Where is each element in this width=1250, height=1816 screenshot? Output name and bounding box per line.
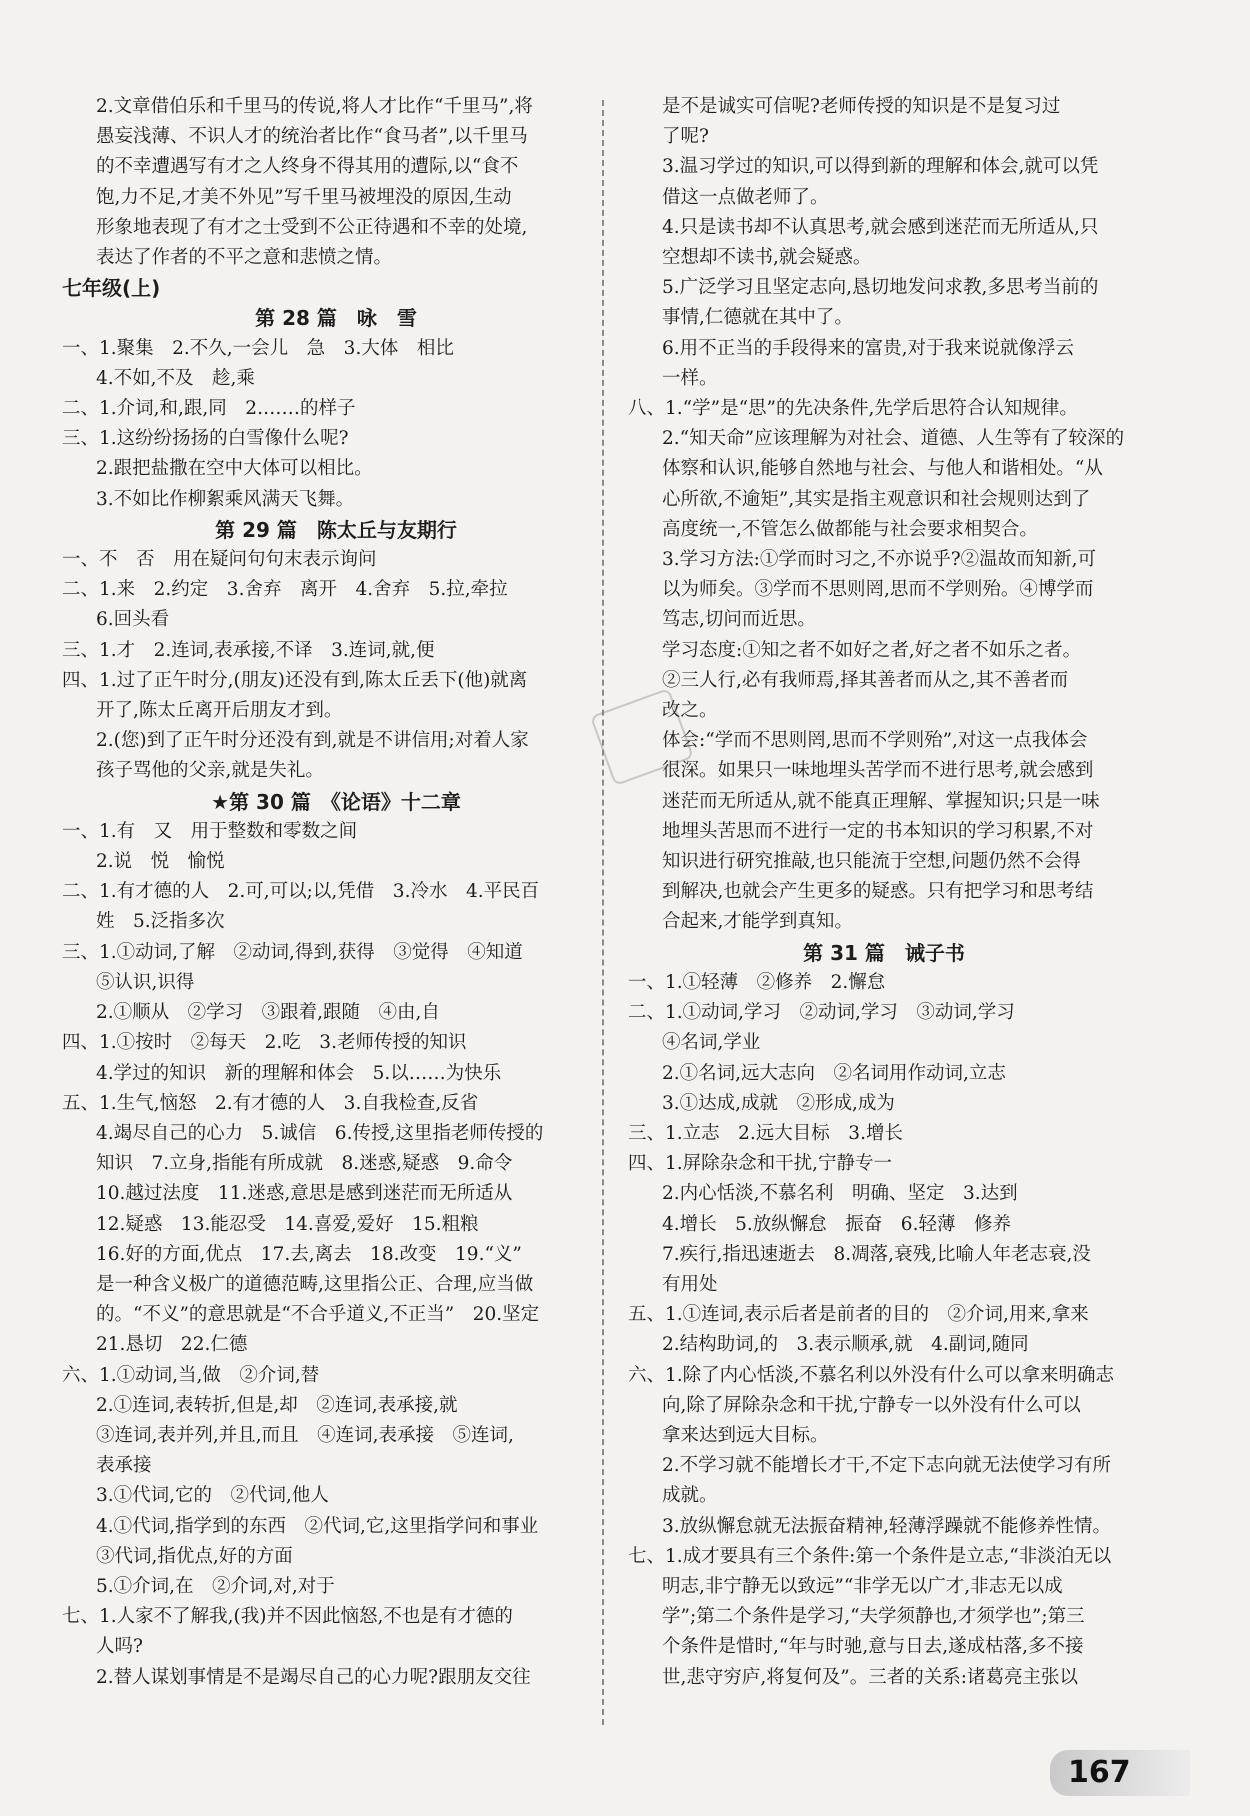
answer-line: 2.文章借伯乐和千里马的传说,将人才比作“千里马”,将 bbox=[96, 96, 533, 117]
answer-line: 二、1.①动词,学习 ②动词,学习 ③动词,学习 bbox=[628, 1002, 1015, 1024]
answer-line: 七、1.人家不了解我,(我)并不因此恼怒,不也是有才德的 bbox=[62, 1606, 513, 1628]
answer-line: 5.①介词,在 ②介词,对,对于 bbox=[96, 1575, 335, 1597]
page-number: 167 bbox=[1050, 1750, 1190, 1796]
answer-line: 开了,陈太丘离开后朋友才到。 bbox=[96, 700, 343, 722]
answer-line: 事情,仁德就在其中了。 bbox=[662, 307, 853, 329]
section-heading: ★第 30 篇 《论语》十二章 bbox=[211, 789, 461, 814]
answer-line: 五、1.生气,恼怒 2.有才德的人 3.自我检查,反省 bbox=[62, 1092, 479, 1114]
answer-line: 愚妄浅薄、不识人才的统治者比作“食马者”,以千里马 bbox=[96, 126, 528, 148]
answer-line: ②三人行,必有我师焉,择其善者而从之,其不善者而 bbox=[662, 669, 1069, 691]
answer-line: 空想却不读书,就会疑惑。 bbox=[662, 247, 872, 269]
answer-line: 二、1.来 2.约定 3.舍弃 离开 4.舍弃 5.拉,牵拉 bbox=[62, 579, 508, 601]
answer-line: 表承接 bbox=[96, 1455, 152, 1477]
answer-line: 3.①达成,成就 ②形成,成为 bbox=[662, 1092, 895, 1114]
answer-line: 三、1.①动词,了解 ②动词,得到,获得 ③觉得 ④知道 bbox=[62, 941, 523, 963]
answer-line: 3.不如比作柳絮乘风满天飞舞。 bbox=[96, 488, 355, 510]
answer-line: 姓 5.泛指多次 bbox=[96, 911, 225, 933]
answer-line: ④名词,学业 bbox=[662, 1032, 761, 1054]
answer-line: 是一种含义极广的道德范畴,这里指公正、合理,应当做 bbox=[96, 1273, 534, 1295]
answer-line: 7.疾行,指迅速逝去 8.凋落,衰残,比喻人年老志衰,没 bbox=[662, 1243, 1091, 1265]
answer-line: 向,除了屏除杂念和干扰,宁静专一以外没有什么可以 bbox=[662, 1394, 1081, 1416]
answer-line: 二、1.有才德的人 2.可,可以;以,凭借 3.冷水 4.平民百 bbox=[62, 881, 540, 903]
answer-line: 2.内心恬淡,不慕名利 明确、坚定 3.达到 bbox=[662, 1183, 1018, 1205]
answer-line: 2.跟把盐撒在空中大体可以相比。 bbox=[96, 458, 373, 480]
section-heading: 第 29 篇 陈太丘与友期行 bbox=[215, 517, 457, 542]
answer-line: 的。“不义”的意思就是“不合乎道义,不正当” 20.坚定 bbox=[96, 1304, 540, 1326]
answer-line: 16.好的方面,优点 17.去,离去 18.改变 19.“义” bbox=[96, 1243, 522, 1265]
answer-line: 形象地表现了有才之士受到不公正待遇和不幸的处境, bbox=[96, 216, 528, 238]
answer-line: 世,悲守穷庐,将复何及”。三者的关系:诸葛亮主张以 bbox=[662, 1666, 1078, 1688]
answer-line: 2.说 悦 愉悦 bbox=[96, 851, 225, 873]
answer-line: 孩子骂他的父亲,就是失礼。 bbox=[96, 760, 324, 782]
answer-line: 3.学习方法:①学而时习之,不亦说乎?②温故而知新,可 bbox=[662, 549, 1097, 571]
answer-line: 五、1.①连词,表示后者是前者的目的 ②介词,用来,拿来 bbox=[628, 1304, 1089, 1326]
answer-line: 21.恳切 22.仁德 bbox=[96, 1334, 248, 1356]
answer-line: 八、1.“学”是“思”的先决条件,先学后思符合认知规律。 bbox=[628, 398, 1078, 420]
answer-line: 4.①代词,指学到的东西 ②代词,它,这里指学问和事业 bbox=[96, 1515, 539, 1537]
answer-line: ③代词,指优点,好的方面 bbox=[96, 1545, 293, 1567]
answer-line: 的不幸遭遇写有才之人终身不得其用的遭际,以“食不 bbox=[96, 156, 519, 178]
answer-line: 6.回头看 bbox=[96, 609, 170, 631]
answer-line: 知识进行研究推敲,也只能流于空想,问题仍然不会得 bbox=[662, 851, 1081, 873]
answer-line: 一、1.①轻薄 ②修养 2.懈怠 bbox=[628, 971, 886, 993]
answer-line: 体察和认识,能够自然地与社会、与他人和谐相处。“从 bbox=[662, 458, 1103, 480]
answer-line: 4.学过的知识 新的理解和体会 5.以……为快乐 bbox=[96, 1062, 502, 1084]
answer-line: 六、1.除了内心恬淡,不慕名利以外没有什么可以拿来明确志 bbox=[628, 1364, 1115, 1386]
answer-line: 一、1.有 又 用于整数和零数之间 bbox=[62, 820, 358, 842]
answer-line: 四、1.①按时 ②每天 2.吃 3.老师传授的知识 bbox=[62, 1032, 467, 1054]
answer-line: 2.①连词,表转折,但是,却 ②连词,表承接,就 bbox=[96, 1394, 458, 1416]
answer-line: 笃志,切问而近思。 bbox=[662, 609, 816, 631]
answer-line: 3.温习学过的知识,可以得到新的理解和体会,就可以凭 bbox=[662, 156, 1099, 178]
answer-line: 地埋头苦思而不进行一定的书本知识的学习积累,不对 bbox=[662, 820, 1094, 842]
answer-line: 2.替人谋划事情是不是竭尽自己的心力呢?跟朋友交往 bbox=[96, 1666, 531, 1688]
answer-line: 3.放纵懈怠就无法振奋精神,轻薄浮躁就不能修养性情。 bbox=[662, 1515, 1112, 1537]
answer-line: 2.“知天命”应该理解为对社会、道德、人生等有了较深的 bbox=[662, 428, 1125, 450]
answer-line: 5.广泛学习且坚定志向,恳切地发问求教,多思考当前的 bbox=[662, 277, 1099, 299]
answer-line: 三、1.这纷纷扬扬的白雪像什么呢? bbox=[62, 428, 349, 450]
answer-line: 一、不 否 用在疑问句句末表示询问 bbox=[62, 549, 377, 571]
answer-line: 3.①代词,它的 ②代词,他人 bbox=[96, 1485, 329, 1507]
answer-line: 六、1.①动词,当,做 ②介词,替 bbox=[62, 1364, 320, 1386]
answer-line: 明志,非宁静无以致远”“非学无以广才,非志无以成 bbox=[662, 1575, 1063, 1597]
answer-line: 2.①顺从 ②学习 ③跟着,跟随 ④由,自 bbox=[96, 1002, 440, 1024]
answer-line: ③连词,表并列,并且,而且 ④连词,表承接 ⑤连词, bbox=[96, 1424, 514, 1446]
answer-line: 一、1.聚集 2.不久,一会儿 急 3.大体 相比 bbox=[62, 337, 454, 359]
section-heading: 第 28 篇 咏 雪 bbox=[255, 306, 417, 331]
answer-line: 有用处 bbox=[662, 1273, 718, 1295]
answer-line: 了呢? bbox=[662, 126, 709, 148]
answer-line: 借这一点做老师了。 bbox=[662, 186, 829, 208]
answer-line: 七、1.成才要具有三个条件:第一个条件是立志,“非淡泊无以 bbox=[628, 1545, 1112, 1567]
answer-line: 二、1.介词,和,跟,同 2.……的样子 bbox=[62, 398, 356, 420]
answer-line: 以为师矣。③学而不思则罔,思而不学则殆。④博学而 bbox=[662, 579, 1094, 601]
answer-line: 很深。如果只一味地埋头苦学而不进行思考,就会感到 bbox=[662, 760, 1094, 782]
answer-line: 改之。 bbox=[662, 700, 718, 722]
answer-line: 2.①名词,远大志向 ②名词用作动词,立志 bbox=[662, 1062, 1006, 1084]
answer-line: 知识 7.立身,指能有所成就 8.迷惑,疑惑 9.命令 bbox=[96, 1153, 513, 1175]
answer-line: 三、1.立志 2.远大目标 3.增长 bbox=[628, 1122, 903, 1144]
left-column bbox=[62, 92, 610, 1693]
answer-line: 人吗? bbox=[96, 1636, 143, 1658]
answer-line: 学”;第二个条件是学习,“夫学须静也,才须学也”;第三 bbox=[662, 1606, 1085, 1628]
answer-line: 4.只是读书却不认真思考,就会感到迷茫而无所适从,只 bbox=[662, 216, 1099, 238]
answer-line: ⑤认识,识得 bbox=[96, 971, 195, 993]
answer-line: 四、1.过了正午时分,(朋友)还没有到,陈太丘丢下(他)就离 bbox=[62, 669, 528, 691]
answer-line: 一样。 bbox=[662, 367, 718, 389]
column-divider bbox=[602, 100, 604, 1725]
answer-line: 12.疑惑 13.能忍受 14.喜爱,爱好 15.粗粮 bbox=[96, 1213, 479, 1235]
answer-line: 4.增长 5.放纵懈怠 振奋 6.轻薄 修养 bbox=[662, 1213, 1011, 1235]
answer-line: 四、1.屏除杂念和干扰,宁静专一 bbox=[628, 1153, 893, 1175]
answer-line: 是不是诚实可信呢?老师传授的知识是不是复习过 bbox=[662, 96, 1061, 117]
answer-line: 2.(您)到了正午时分还没有到,就是不讲信用;对着人家 bbox=[96, 730, 529, 752]
answer-line: 迷茫而无所适从,就不能真正理解、掌握知识;只是一味 bbox=[662, 790, 1100, 812]
answer-line: 4.不如,不及 趁,乘 bbox=[96, 367, 255, 389]
answer-line: 心所欲,不逾矩”,其实是指主观意识和社会规则达到了 bbox=[662, 488, 1091, 510]
answer-line: 成就。 bbox=[662, 1485, 718, 1507]
answer-line: 2.不学习就不能增长才干,不定下志向就无法使学习有所 bbox=[662, 1455, 1112, 1477]
answer-line: 4.竭尽自己的心力 5.诚信 6.传授,这里指老师传授的 bbox=[96, 1122, 544, 1144]
answer-line: 合起来,才能学到真知。 bbox=[662, 911, 853, 933]
answer-line: 表达了作者的不平之意和悲愤之情。 bbox=[96, 247, 393, 269]
answer-line: 体会:“学而不思则罔,思而不学则殆”,对这一点我体会 bbox=[662, 730, 1088, 752]
answer-line: 10.越过法度 11.迷惑,意思是感到迷茫而无所适从 bbox=[96, 1183, 513, 1205]
answer-line: 三、1.才 2.连词,表承接,不译 3.连词,就,便 bbox=[62, 639, 435, 661]
answer-line: 高度统一,不管怎么做都能与社会要求相契合。 bbox=[662, 518, 1038, 540]
answer-line: 个条件是惜时,“年与时驰,意与日去,遂成枯落,多不接 bbox=[662, 1636, 1084, 1658]
answer-line: 饱,力不足,才美不外见”写千里马被埋没的原因,生动 bbox=[96, 186, 512, 208]
answer-line: 2.结构助词,的 3.表示顺承,就 4.副词,随同 bbox=[662, 1334, 1029, 1356]
section-heading: 第 31 篇 诫子书 bbox=[803, 940, 965, 965]
answer-line: 到解决,也就会产生更多的疑惑。只有把学习和思考结 bbox=[662, 881, 1094, 903]
grade-heading: 七年级(上) bbox=[62, 276, 161, 301]
answer-line: 学习态度:①知之者不如好之者,好之者不如乐之者。 bbox=[662, 639, 1082, 661]
right-column bbox=[628, 92, 1140, 1693]
answer-line: 拿来达到远大目标。 bbox=[662, 1424, 829, 1446]
answer-line: 6.用不正当的手段得来的富贵,对于我来说就像浮云 bbox=[662, 337, 1075, 359]
